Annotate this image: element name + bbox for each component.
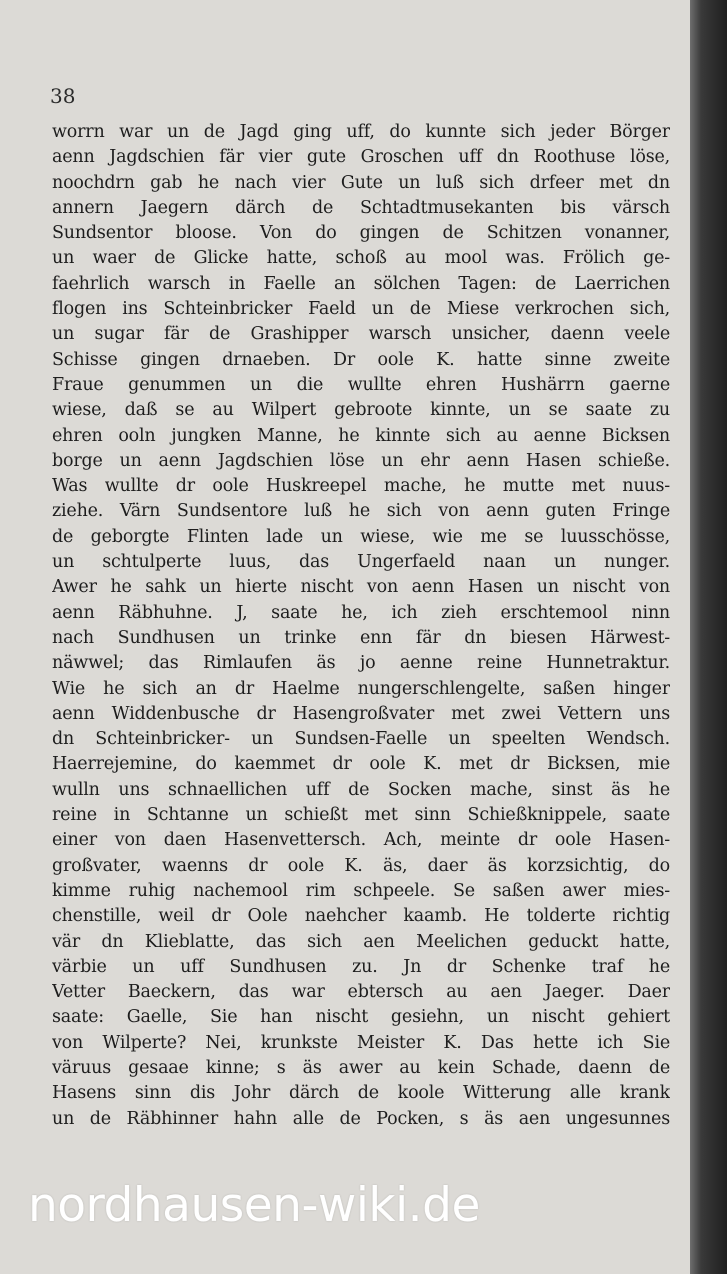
text-line: chenstille, weil dr Oole naehcher kaamb. He tolderte richtig	[52, 906, 670, 927]
text-line: näwwel; das Rimlaufen äs jo aenne reine Hunnetraktur.	[52, 653, 670, 674]
text-line: un schtulperte luus, das Ungerfaeld naan un nunger.	[52, 552, 670, 573]
text-line: saate: Gaelle, Sie han nischt gesiehn, un nischt gehiert	[52, 1007, 670, 1028]
text-line: värbie un uff Sundhusen zu. Jn dr Schenke traf he	[52, 956, 670, 977]
text-line: noochdrn gab he nach vier Gute un luß sich drfeer met dn	[52, 172, 670, 193]
text-line: reine in Schtanne un schießt met sinn Schießknippele, saate	[52, 805, 670, 826]
text-line: ziehe. Värn Sundsentore luß he sich von aenn guten Fringe	[52, 501, 670, 522]
text-line: Hasens sinn dis Johr därch de koole Witterung alle krank	[52, 1083, 670, 1104]
text-line: faehrlich warsch in Faelle an sölchen Tagen: de Laerrichen	[52, 273, 670, 294]
text-line: einer von daen Hasenvettersch. Ach, meinte dr oole Hasen-	[52, 830, 670, 851]
text-line: nach Sundhusen un trinke enn fär dn biesen Härwest-	[52, 627, 670, 648]
text-line: wiese, daß se au Wilpert gebroote kinnte, un se saate zu	[52, 400, 670, 421]
text-line: borge un aenn Jagdschien löse un ehr aenn Hasen schieße.	[52, 450, 670, 471]
body-text	[52, 120, 670, 1132]
text-line: Vetter Baeckern, das war ebtersch au aen Jaeger. Daer	[52, 982, 670, 1003]
text-line: un de Räbhinner hahn alle de Pocken, s äs aen ungesunnes	[52, 1108, 670, 1129]
text-line: großvater, waenns dr oole K. äs, daer äs korzsichtig, do	[52, 855, 670, 876]
text-line: flogen ins Schteinbricker Faeld un de Miese verkrochen sich,	[52, 299, 670, 320]
text-line: väruus gesaae kinne; s äs awer au kein Schade, daenn de	[52, 1057, 670, 1078]
watermark-text: nordhausen-wiki.de	[28, 1178, 480, 1233]
text-line: von Wilperte? Nei, krunkste Meister K. Das hette ich Sie	[52, 1032, 670, 1053]
text-line: Wie he sich an dr Haelme nungerschlengelte, saßen hinger	[52, 678, 670, 699]
text-line: Haerrejemine, do kaemmet dr oole K. met dr Bicksen, mie	[52, 754, 670, 775]
text-line: ehren ooln jungken Manne, he kinnte sich au aenne Bicksen	[52, 425, 670, 446]
text-line: aenn Widdenbusche dr Hasengroßvater met zwei Vettern uns	[52, 703, 670, 724]
text-line: un waer de Glicke hatte, schoß au mool was. Frölich ge-	[52, 248, 670, 269]
text-line: annern Jaegern därch de Schtadtmusekanten bis värsch	[52, 197, 670, 218]
text-line: dn Schteinbricker- un Sundsen-Faelle un speelten Wendsch.	[52, 729, 670, 750]
text-line: un sugar fär de Grashipper warsch unsicher, daenn veele	[52, 324, 670, 345]
text-line: Schisse gingen drnaeben. Dr oole K. hatte sinne zweite	[52, 349, 670, 370]
book-spine	[690, 0, 727, 1274]
text-line: aenn Jagdschien fär vier gute Groschen uff dn Roothuse löse,	[52, 147, 670, 168]
text-line: worrn war un de Jagd ging uff, do kunnte sich jeder Börger	[52, 122, 670, 142]
text-line: wulln uns schnaellichen uff de Socken mache, sinst äs he	[52, 779, 670, 800]
text-line: de geborgte Flinten lade un wiese, wie me se luusschösse,	[52, 526, 670, 547]
text-line: kimme ruhig nachemool rim schpeele. Se saßen awer mies-	[52, 880, 670, 901]
text-line: Fraue genummen un die wullte ehren Hushärrn gaerne	[52, 374, 670, 395]
text-line: vär dn Klieblatte, das sich aen Meelichen geduckt hatte,	[52, 931, 670, 952]
text-line: Sundsentor bloose. Von do gingen de Schitzen vonanner,	[52, 223, 670, 244]
text-line: aenn Räbhuhne. J, saate he, ich zieh erschtemool ninn	[52, 602, 670, 623]
text-line: Awer he sahk un hierte nischt von aenn Hasen un nischt von	[52, 577, 670, 598]
text-line: Was wullte dr oole Huskreepel mache, he mutte met nuus-	[52, 476, 670, 497]
page-number: 38	[50, 84, 76, 108]
